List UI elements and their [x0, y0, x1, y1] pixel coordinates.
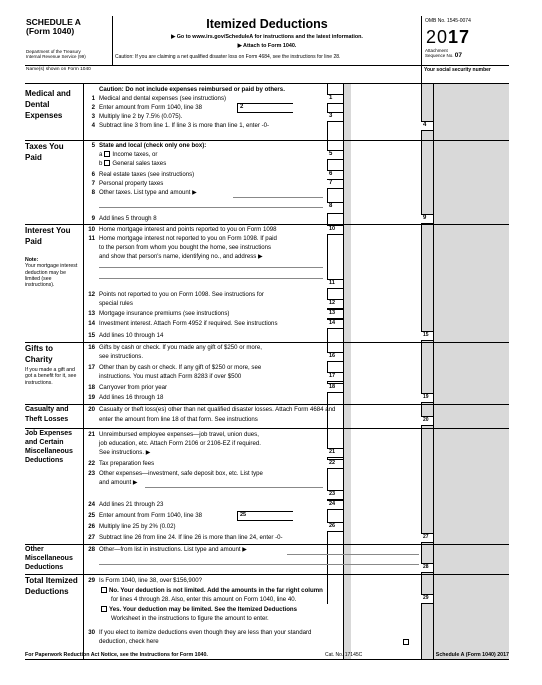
line-27-text: Subtract line 26 from line 24. If line 26 is more than line 24, enter -0-	[99, 534, 283, 541]
line-29-no-text-b: for lines 4 through 28. Also, enter this amount on Form 1040, line 40.	[111, 596, 297, 603]
omb-number: OMB No. 1545-0074	[425, 18, 471, 24]
line-16-text-a: Gifts by cash or check. If you made any gift of $250 or more,	[99, 344, 262, 351]
box-3[interactable]: 3	[327, 112, 343, 122]
box-12[interactable]: 12	[327, 299, 343, 309]
section-job-label: Job Expenses and Certain Miscellaneous Deductions	[25, 430, 73, 464]
department-label: Department of the Treasury	[26, 49, 81, 54]
checkbox-29-yes[interactable]	[101, 606, 107, 612]
ssn-field[interactable]: Your social security number	[421, 66, 509, 84]
line-3-text: Multiply line 2 by 7.5% (0.075).	[99, 113, 183, 120]
section-medical	[25, 88, 77, 121]
line-9-num: 9	[91, 215, 95, 222]
sep-interest	[25, 342, 509, 343]
box-20[interactable]: 20	[421, 416, 433, 426]
line-19-text: Add lines 16 through 18	[99, 394, 164, 401]
interest-note	[25, 257, 81, 288]
box-5[interactable]: 5	[327, 150, 343, 160]
line-26-text: Multiply line 25 by 2% (0.02)	[99, 523, 176, 530]
line-2-text: Enter amount from Form 1040, line 38	[99, 104, 202, 111]
header-right	[421, 16, 509, 66]
section-job	[25, 429, 81, 465]
line-8-text: Other taxes. List type and amount ▶	[99, 189, 197, 196]
line-10-num: 10	[88, 226, 95, 233]
name-row	[25, 66, 509, 84]
department	[26, 49, 86, 59]
box-27[interactable]: 27	[421, 533, 433, 543]
box-16[interactable]: 16	[327, 352, 343, 362]
section-total-label: Total Itemized Deductions	[25, 576, 78, 596]
year-suffix: 17	[448, 27, 471, 47]
footer-paperwork: For Paperwork Reduction Act Notice, see the Instructions for Form 1040.	[25, 652, 208, 658]
box-29[interactable]: 29	[421, 594, 433, 604]
line-8-num: 8	[91, 189, 95, 196]
shade-mid	[343, 84, 351, 659]
checkbox-30[interactable]	[403, 639, 409, 645]
line-30-num: 30	[88, 629, 95, 636]
form-footer	[25, 652, 509, 658]
sep-job	[25, 544, 509, 545]
line-1-num: 1	[91, 95, 95, 102]
col-a-right	[343, 84, 344, 659]
sequence-number: 07	[454, 52, 463, 59]
line-25-num: 25	[88, 512, 95, 519]
line-22-num: 22	[88, 460, 95, 467]
line-29-no-text-a: No. Your deduction is not limited. Add the amounts in the far right column	[109, 587, 323, 594]
line-15-text: Add lines 10 through 14	[99, 332, 164, 339]
line-21-text-a: Unreimbursed employee expenses—job travel, union dues,	[99, 431, 259, 438]
line-11-num: 11	[88, 235, 95, 242]
line-23-text-b: and amount ▶	[99, 479, 138, 486]
section-divider	[83, 84, 84, 659]
box-10[interactable]: 10	[327, 225, 343, 235]
line-19-num: 19	[88, 394, 95, 401]
footer-cat: Cat. No. 17145C	[325, 652, 363, 658]
line-9-text: Add lines 5 through 8	[99, 215, 157, 222]
line-11-entry[interactable]	[99, 267, 323, 268]
attachment-label: Attachment	[425, 48, 448, 53]
box-17[interactable]: 17	[327, 372, 343, 382]
sep-taxes	[25, 224, 509, 225]
line-17-num: 17	[88, 364, 95, 371]
line-3-num: 3	[91, 113, 95, 120]
line-21-text-c: See instructions. ▶	[99, 449, 151, 456]
year-prefix: 20	[426, 27, 449, 47]
section-other-label: Other Miscellaneous Deductions	[25, 546, 73, 571]
box-15[interactable]: 15	[421, 331, 433, 341]
shade-right	[433, 84, 509, 659]
line-5a-text: Income taxes, or	[112, 151, 158, 158]
line-22-text: Tax preparation fees	[99, 460, 155, 467]
line-10-text: Home mortgage interest and points reported to you on Form 1098	[99, 226, 277, 233]
section-taxes	[25, 141, 77, 163]
line-6-num: 6	[91, 171, 95, 178]
box-28[interactable]: 28	[421, 563, 433, 573]
line-5-text: State and local (check only one box):	[99, 142, 207, 149]
line-7-num: 7	[91, 180, 95, 187]
line-21-num: 21	[88, 431, 95, 438]
section-medical-label: Medical and Dental Expenses	[25, 89, 71, 120]
section-gifts-label: Gifts to Charity	[25, 344, 53, 364]
line-4-text: Subtract line 3 from line 1. If line 3 is more than line 1, enter -0-	[99, 122, 270, 129]
line-7-text: Personal property taxes	[99, 180, 164, 187]
line-17-text-a: Other than by cash or check. If any gift of $250 or more, see	[99, 364, 262, 371]
attachment-sequence	[425, 48, 462, 58]
line-12-text-a: Points not reported to you on Form 1098. See instructions for	[99, 291, 264, 298]
section-interest	[25, 225, 77, 247]
box-1[interactable]: 1	[327, 94, 343, 104]
box-9[interactable]: 9	[421, 214, 433, 224]
header-caution: Caution: If you are claiming a net qualified disaster loss on Form 4684, see the instructions for line 28.	[115, 54, 341, 60]
footer-schedule: Schedule A (Form 1040) 2017	[435, 652, 509, 658]
form-header	[25, 16, 509, 66]
line-15-num: 15	[88, 332, 95, 339]
line-29-num: 29	[88, 577, 95, 584]
line-28-text: Other—from list in instructions. List type and amount ▶	[99, 546, 247, 553]
line-5-num: 5	[91, 142, 95, 149]
line-14-text: Investment interest. Attach Form 4952 if required. See instructions	[99, 320, 278, 327]
box-23[interactable]: 23	[327, 490, 343, 500]
sep-bottom	[25, 659, 509, 660]
box-21[interactable]: 21	[327, 448, 343, 458]
box-11[interactable]: 11	[327, 279, 343, 289]
line-5b-text: General sales taxes	[112, 160, 167, 167]
line-4-num: 4	[91, 122, 95, 129]
box-18[interactable]: 18	[327, 383, 343, 393]
line-25-text: Enter amount from Form 1040, line 38	[99, 512, 202, 519]
line-21-text-b: job education, etc. Attach Form 2106 or 2106-EZ if required.	[99, 440, 261, 447]
line-18-num: 18	[88, 384, 95, 391]
checkbox-income-taxes[interactable]	[104, 151, 110, 157]
line-30-text-a: If you elect to itemize deductions even though they are less than your standard	[99, 629, 312, 636]
checkbox-29-no[interactable]	[101, 587, 107, 593]
line-11-entry-2[interactable]	[99, 278, 323, 279]
line-24-text: Add lines 21 through 23	[99, 501, 164, 508]
line-28-entry[interactable]	[287, 554, 419, 555]
caution-medical-text: Caution: Do not include expenses reimbursed or paid by others.	[99, 86, 285, 93]
line-11-text-b: to the person from whom you bought the home, see instructions	[99, 244, 272, 251]
goto-instructions: ▶ Go to www.irs.gov/ScheduleA for instructions and the latest information.	[171, 34, 363, 40]
line-11-text-c: and show that person's name, identifying no., and address ▶	[99, 253, 263, 260]
section-casualty-label: Casualty and Theft Losses	[25, 406, 69, 423]
line-13-text: Mortgage insurance premiums (see instructions)	[99, 310, 230, 317]
line-12-text-b: special rules	[99, 300, 133, 307]
sep-casualty	[25, 428, 509, 429]
line-27-num: 27	[88, 534, 95, 541]
line-8-entry-2[interactable]	[99, 207, 323, 208]
line-6-text: Real estate taxes (see instructions)	[99, 171, 195, 178]
line-20-text-a: Casualty or theft loss(es) other than net qualified disaster losses. Attach Form 4684 and	[99, 406, 336, 413]
line-23-entry[interactable]	[145, 487, 323, 488]
line-29-yes-text-b: Worksheet in the instructions to figure the amount to enter.	[111, 615, 269, 622]
irs-label: Internal Revenue Service (99)	[26, 54, 86, 59]
name-field[interactable]: Name(s) shown on Form 1040	[26, 67, 91, 72]
section-taxes-label: Taxes You Paid	[25, 142, 64, 162]
box-19[interactable]: 19	[421, 393, 433, 403]
box-22[interactable]: 22	[327, 459, 343, 469]
box-14[interactable]: 14	[327, 319, 343, 329]
line-12-num: 12	[88, 291, 95, 298]
box-25[interactable]: 25	[237, 511, 293, 521]
line-14-num: 14	[88, 320, 95, 327]
sep-medical	[25, 140, 509, 141]
line-23-text-a: Other expenses—investment, safe deposit box, etc. List type	[99, 470, 263, 477]
line-23-num: 23	[88, 470, 95, 477]
line-17-text-b: instructions. You must attach Form 8283 if over $500	[99, 373, 242, 380]
form-title: Itemized Deductions	[206, 17, 328, 31]
line-1-text: Medical and dental expenses (see instructions)	[99, 95, 227, 102]
line-11-text-a: Home mortgage interest not reported to you on Form 1098. If paid	[99, 235, 277, 242]
form-label: (Form 1040)	[26, 26, 75, 36]
line-28-num: 28	[88, 546, 95, 553]
line-29-text: Is Form 1040, line 38, over $156,900?	[99, 577, 202, 584]
box-24[interactable]: 24	[327, 500, 343, 510]
schedule-label: SCHEDULE A	[26, 17, 81, 27]
box-4[interactable]: 4	[421, 121, 433, 131]
line-24-num: 24	[88, 501, 95, 508]
note-text: Your mortgage interest deduction may be limited (see instructions).	[25, 263, 78, 289]
schedule-id	[26, 18, 81, 36]
box-26[interactable]: 26	[327, 522, 343, 532]
sep-gifts	[25, 404, 509, 405]
tax-year	[426, 27, 470, 48]
line-20-text-b: enter the amount from line 18 of that form. See instructions	[99, 416, 258, 423]
section-interest-label: Interest You Paid	[25, 226, 71, 246]
gifts-note: If you made a gift and got a benefit for it, see instructions.	[25, 367, 77, 386]
box-13[interactable]: 13	[327, 309, 343, 319]
schedule-a-form: SCHEDULE A (Form 1040) Department of the Treasury Internal Revenue Service (99) Itemized Deductions ▶ Go to www.irs.gov/ScheduleA for instructions and the latest information. ▶ Attach to Form 1040. Caution: If you are claiming a net qualified disaster loss on Form 4684, see the instructions for line 28. OMB No. 1545-0074 2017 Attachment Sequence No. 07 Name(s) shown on Form 1040 Your social security number Medical and Dental Expenses Taxes You Paid Interest You Paid Note: Your mortgage interest deduction may be limited (see instructions). Gifts to Charity If you made a gift and got a benefit for it, see instructions. Casualty and Theft Losses Job Expenses and Certain Miscellaneous Deductions Other Miscellaneous Deductions Total Itemized Deductions Caution: Do not include expenses reimbursed or paid by others. 1 Medical and dental expenses (see instructions) 1 2 Enter amount from Form 1040, line 38 2 3 Multiply line 2 by 7.5% (0.075). 3 4 Subtract line 3 from line 1. If line 3 is more than line 1, enter -0- 4 5 State and local (check only one box): a Income taxes, or 5 b General sales taxes 6 Real estate taxes (see instructions) 6 7 Personal property taxes 7 8 Other taxes. List type and amount ▶ 8 9 Add lines 5 through 8 9 10 Home mortgage interest and points reported to you on Form 1098 10 11 Home mortgage interest not reported to you on Form 1098. If paid to the person from whom you bought the home, see instructions and show that person's name, identifying no., and address ▶ 11 12 Points not reported to you on Form 1098. See instructions for special rules 12 13 Mortgage insurance premiums (see instructions) 13 14 Investment interest. Attach Form 4952 if required. See instructions 14 15 Add lines 10 through 14 15 16 Gifts by cash or check. If you made any gift of $250 or more, see instructions. 16 17 Other than by cash or check. If any gift of $250 or more, see instructions. You must attach Form 8283 if over $500 17 18 Carryover from prior year 18 19 Add lines 16 through 18 19 20 Casualty or theft loss(es) other than net qualified disaster losses. Attach Form 4684 and enter the amount from line 18 of that form. See instructions 20 21 Unreimbursed employee expenses—job travel, union dues, job education, etc. Attach Form 2106 or 2106-EZ if required. See instructions. ▶ 21 22 Tax preparation fees 22 23 Other expenses—investment, safe deposit box, etc. List type and amount ▶ 23 24 Add lines 21 through 23 24 25 Enter amount from Form 1040, line 38 25 26 Multiply line 25 by 2% (0.02) 26 27 Subtract line 26 from line 24. If line 26 is more than line 24, enter -0- 27 28 Other—from list in instructions. List type and amount ▶ 28 29 Is Form 1040, line 38, over $156,900? No. Your deduction is not limited. Add the amounts in the far right column for lines 4 through 28. Also, enter this amount on Form 1040, line 40. Yes. Your deduction may be limited. See the Itemized Deductions Worksheet in the instructions to figure the amount to enter. 29 30 If you elect to itemize deductions even though they are less than your standard deduction, check here	[25, 16, 509, 664]
box-7[interactable]: 7	[327, 179, 343, 189]
line-30-text-b: deduction, check here	[99, 638, 159, 645]
col-b-num	[433, 84, 434, 659]
section-gifts	[25, 343, 77, 365]
checkbox-sales-taxes[interactable]	[104, 160, 110, 166]
line-26-num: 26	[88, 523, 95, 530]
box-6[interactable]: 6	[327, 170, 343, 180]
section-other	[25, 545, 81, 572]
section-total	[25, 575, 81, 597]
note-title: Note:	[25, 257, 39, 263]
line-28-entry-2[interactable]	[99, 564, 419, 565]
section-casualty	[25, 405, 81, 425]
line-2-num: 2	[91, 104, 95, 111]
line-29-yes-text-a: Yes. Your deduction may be limited. See the Itemized Deductions	[109, 606, 298, 613]
sequence-label: Sequence No.	[425, 53, 454, 58]
box-8[interactable]: 8	[327, 202, 343, 214]
box-2[interactable]: 2	[237, 103, 293, 113]
line-8-entry[interactable]	[233, 197, 323, 198]
attach-instruction: ▶ Attach to Form 1040.	[237, 43, 297, 49]
sep-other	[25, 574, 509, 575]
line-16-text-b: see instructions.	[99, 353, 144, 360]
line-18-text: Carryover from prior year	[99, 384, 168, 391]
line-20-num: 20	[88, 406, 95, 413]
line-16-num: 16	[88, 344, 95, 351]
header-left	[25, 16, 113, 66]
line-13-num: 13	[88, 310, 95, 317]
